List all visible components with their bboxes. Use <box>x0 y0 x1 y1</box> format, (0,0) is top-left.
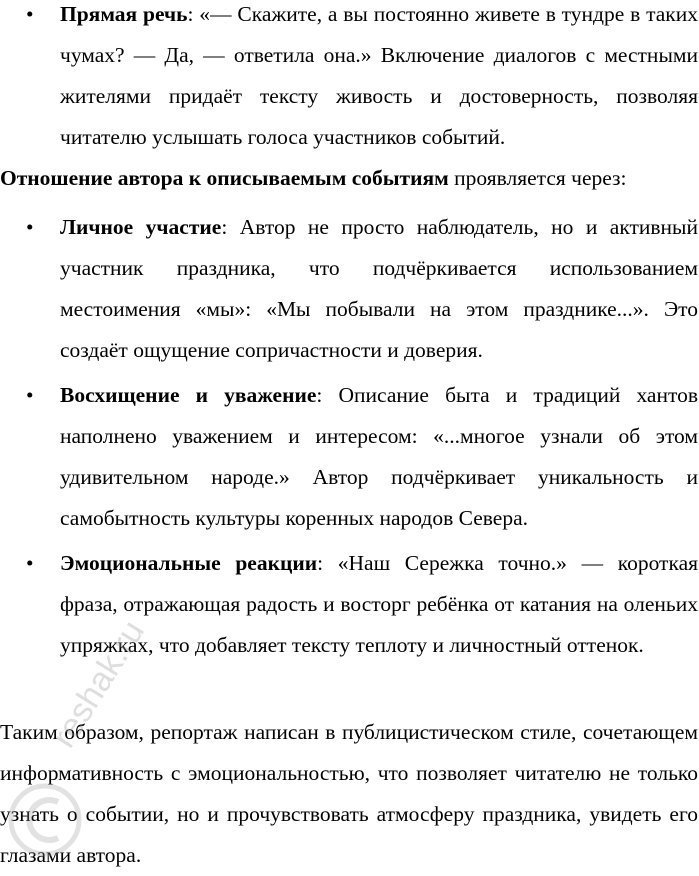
bullet-icon: • <box>26 551 34 575</box>
list-item-personal-participation <box>26 207 698 371</box>
item-title: Восхищение и уважение <box>60 383 317 407</box>
list-item-emotional-reactions <box>26 543 698 666</box>
watermark-text: reshak.ru <box>44 613 152 755</box>
conclusion-paragraph: Таким образом, репортаж написан в публицистическом стиле, сочетающем информативность с эмоциональностью, что позволяет читателю не только узнать о событии, но и прочувствовать атмосферу праздника, увидеть его глазами автора. <box>0 720 698 867</box>
item-title: Прямая речь <box>60 2 188 26</box>
item-title: Личное участие <box>60 215 222 239</box>
item-title: Эмоциональные реакции <box>60 551 318 575</box>
section-title: Отношение автора к описываемым событиям <box>0 166 449 190</box>
bullet-icon: • <box>26 2 34 26</box>
item-text: : «— Скажите, а вы постоянно живете в тундре в таких чумах? — Да, — ответила она.» Включение диалогов с местными жителями придаёт тексту живость и достоверность, позволяя читателю услышать голоса участников событий. <box>60 2 699 149</box>
section-paragraph <box>0 158 698 199</box>
bullet-icon: • <box>26 215 34 239</box>
list-item-direct-speech <box>26 0 699 158</box>
section-text: проявляется через: <box>448 166 627 190</box>
item-text: : «Наш Сережка точно.» — короткая фраза, отражающая радость и восторг ребёнка от катания на оленьих упряжках, что добавляет тексту теплоту и личностный оттенок. <box>60 551 698 657</box>
item-text: : Описание быта и традиций хантов наполнено уважением и интересом: «...многое узнали об этом удивительном народе.» Автор подчёркивает уникальность и самобытность культуры коренных народов Севера. <box>60 383 698 530</box>
item-text: : Автор не просто наблюдатель, но и активный участник праздника, что подчёркивается использованием местоимения «мы»: «Мы побывали на этом празднике...». Это создаёт ощущение сопричастности и доверия. <box>60 215 698 362</box>
bullet-icon: • <box>26 383 34 407</box>
list-item-admiration <box>26 375 698 539</box>
